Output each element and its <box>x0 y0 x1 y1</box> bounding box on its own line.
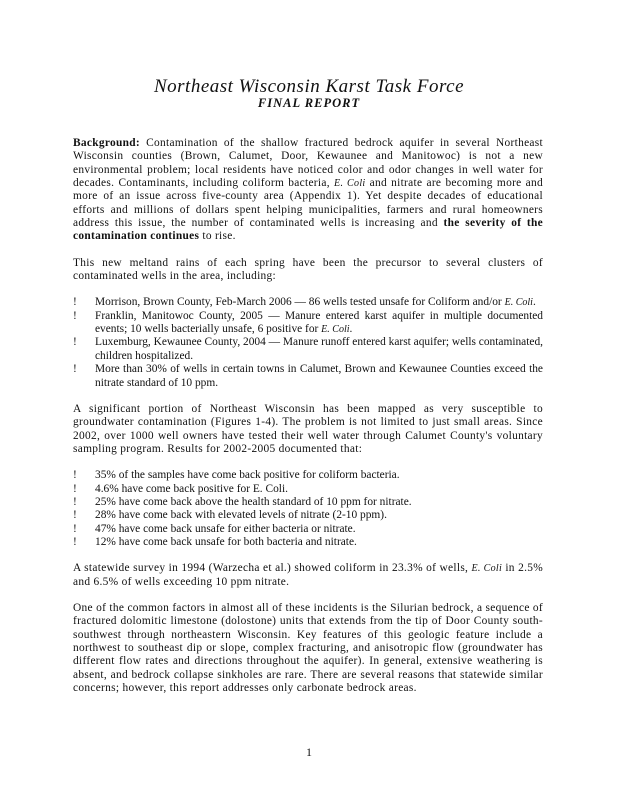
list-item: ! More than 30% of wells in certain towns in Calumet, Brown and Kewaunee Counties exceed the nitrate standard of 10 ppm. <box>73 363 543 389</box>
events-intro: This new meltand rains of each spring have been the precursor to several clusters of contaminated wells in the area, including: <box>73 256 543 283</box>
bullet-icon: ! <box>73 535 77 548</box>
statewide-paragraph: A statewide survey in 1994 (Warzecha et al.) showed coliform in 23.3% of wells, E. Coli in 2.5% and 6.5% of wells exceeding 10 ppm nitrate. <box>73 562 544 588</box>
background-text-3: to rise. <box>199 230 236 243</box>
factors-paragraph: One of the common factors in almost all of these incidents is the Silurian bedrock, a sequence of fractured dolomitic limestone (dolostone) units that extends from the tip of Door County south-southwest through northeastern Wisconsin. Key features of this geologic feature include a northwest to southeast dip or slope, complex fracturing, and anisotropic flow (groundwater has different flow rates and directions throughout the aquifer). In general, extensive weathering is absent, and bedrock collapse sinkholes are rare. There are several reasons that statewide similar concerns; however, this report addresses only carbonate bedrock areas. <box>73 601 543 695</box>
events-list <box>73 296 543 389</box>
results-list <box>73 469 543 549</box>
bullet-icon: ! <box>73 363 77 376</box>
bullet-icon: ! <box>73 336 77 349</box>
background-bold-tail: the severity of the contamination continues <box>73 217 543 243</box>
list-item: ! 47% have come back unsafe for either bacteria or nitrate. <box>73 522 356 535</box>
background-sci-name: E. Coli <box>334 178 366 190</box>
page-number: 1 <box>306 745 312 759</box>
list-item: ! Luxemburg, Kewaunee County, 2004 — Manure runoff entered karst aquifer; wells contaminated, children hospitalized. <box>73 336 544 362</box>
document-title: Northeast Wisconsin Karst Task Force <box>153 76 465 97</box>
bullet-icon: ! <box>73 522 77 535</box>
list-item: ! Franklin, Manitowoc County, 2005 — Manure entered karst aquifer in multiple documented events; 10 wells bacterially unsafe, 6 positive for E. Coli. <box>73 309 543 336</box>
susceptibility-paragraph: A significant portion of Northeast Wisconsin has been mapped as very susceptible to groundwater contamination (Figures 1-4). The problem is not limited to just small areas. Since 2002, over 1000 well owners have tested their well water through Calumet County's voluntary sampling program. Results for 2002-2005 documented that: <box>73 402 543 455</box>
background-label: Background: <box>73 137 141 149</box>
list-item: ! 28% have come back with elevated levels of nitrate (2-10 ppm). <box>73 509 387 522</box>
list-item: ! 4.6% have come back positive for E. Coli. <box>73 482 288 495</box>
background-paragraph <box>73 137 543 244</box>
bullet-icon: ! <box>73 495 77 508</box>
list-item: ! 35% of the samples have come back positive for coliform bacteria. <box>73 469 400 482</box>
bullet-icon: ! <box>73 509 77 522</box>
bullet-icon: ! <box>73 482 77 495</box>
background-text-2: and nitrate are becoming more and more of an issue across five-county area (Appendix 1). Yet despite decades of educational efforts and millions of dollars spent helping municipalities, farmers and rural homeowners address this issue, the number of contaminated wells is increasing and <box>73 177 544 230</box>
list-item: ! 25% have come back above the health standard of 10 ppm for nitrate. <box>73 495 412 508</box>
bullet-icon: ! <box>73 309 77 322</box>
document-subtitle: FINAL REPORT <box>257 96 361 110</box>
bullet-icon: ! <box>73 296 77 309</box>
bullet-icon: ! <box>73 469 77 482</box>
report-body <box>73 137 543 708</box>
background-text-1: Contamination of the shallow fractured bedrock aquifer in several Northeast Wisconsin counties (Brown, Calumet, Door, Kewaunee and Manitowoc) is not a new environmental problem; local residents have noticed color and odor changes in well water for decades. Contaminants, including coliform bacteria, <box>73 137 543 190</box>
list-item: ! Morrison, Brown County, Feb-March 2006 — 86 wells tested unsafe for Coliform and/or E. Coli. <box>73 296 536 309</box>
list-item: ! 12% have come back unsafe for both bacteria and nitrate. <box>73 535 357 548</box>
